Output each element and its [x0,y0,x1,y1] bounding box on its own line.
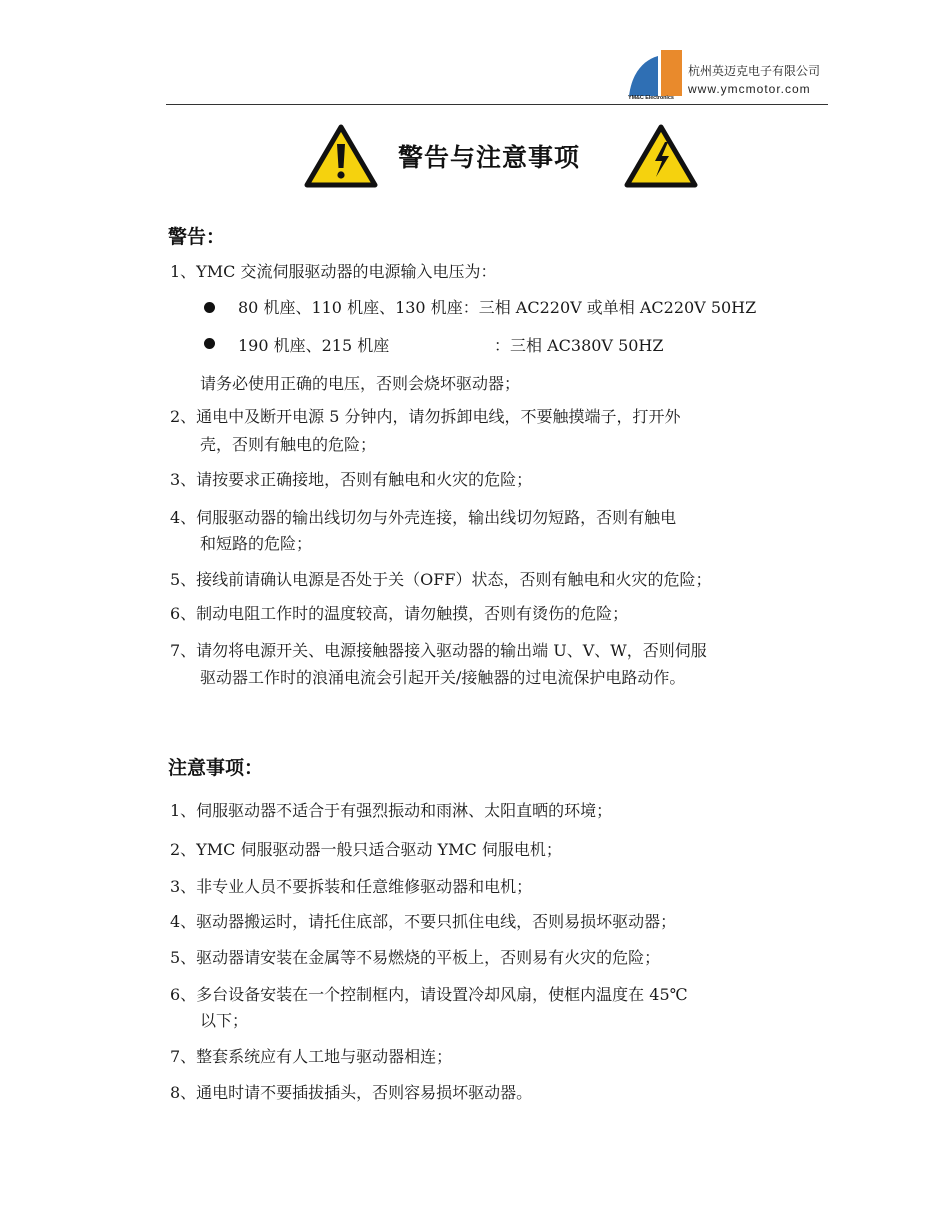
warnings-heading: 警告： [168,226,226,248]
caution-item-3: 3、非专业人员不要拆装和任意维修驱动器和电机； [170,877,533,896]
cautions-heading: 注意事项： [168,757,264,779]
warning-item-6: 6、制动电阻工作时的温度较高，请勿触摸，否则有烫伤的危险； [170,604,629,623]
company-name: 杭州英迈克电子有限公司 [688,64,821,78]
high-voltage-warning-icon [624,124,698,188]
caution-item-6-cont: 以下； [200,1011,249,1030]
warning-item-2-cont: 壳，否则有触电的危险； [200,435,377,454]
warning-item-1: 1、YMC 交流伺服驱动器的电源输入电压为： [170,262,497,281]
caution-item-7: 7、整套系统应有人工地与驱动器相连； [170,1047,453,1066]
warning-item-2: 2、通电中及断开电源 5 分钟内，请勿拆卸电线，不要触摸端子，打开外 [170,407,681,426]
warning-item-3: 3、请按要求正确接地，否则有触电和火灾的危险； [170,470,533,489]
voltage-bullet-2-value: ：三相 AC380V 50HZ [494,336,664,355]
caution-item-1: 1、伺服驱动器不适合于有强烈振动和雨淋、太阳直晒的环境； [170,801,613,820]
caution-item-5: 5、驱动器请安装在金属等不易燃烧的平板上，否则易有火灾的危险； [170,948,661,967]
warning-item-1-note: 请务必使用正确的电压，否则会烧坏驱动器； [200,374,521,393]
bullet-dot [204,338,215,349]
exclamation-warning-icon [304,124,378,188]
caution-item-2: 2、YMC 伺服驱动器一般只适合驱动 YMC 伺服电机； [170,840,562,859]
warning-item-5: 5、接线前请确认电源是否处于关（OFF）状态，否则有触电和火灾的危险； [170,570,712,589]
warning-item-4-cont: 和短路的危险； [200,534,313,553]
warning-item-7-cont: 驱动器工作时的浪涌电流会引起开关/接触器的过电流保护电路动作。 [200,668,686,687]
caution-item-4: 4、驱动器搬运时，请托住底部，不要只抓住电线，否则易损坏驱动器； [170,912,677,931]
bullet-dot [204,302,215,313]
header-divider [166,104,828,105]
caution-item-6: 6、多台设备安装在一个控制框内，请设置冷却风扇，使框内温度在 45℃ [170,985,688,1004]
warning-item-4: 4、伺服驱动器的输出线切勿与外壳连接，输出线切勿短路，否则有触电 [170,508,677,527]
company-website: www.ymcmotor.com [688,82,811,96]
voltage-bullet-1: 80 机座、110 机座、130 机座：三相 AC220V 或单相 AC220V 50HZ [238,298,757,317]
caution-item-8: 8、通电时请不要插拔插头，否则容易损坏驱动器。 [170,1083,533,1102]
warning-item-7: 7、请勿将电源开关、电源接触器接入驱动器的输出端 U、V、W，否则伺服 [170,641,707,660]
voltage-bullet-2-label: 190 机座、215 机座 [238,336,390,355]
page-title: 警告与注意事项 [398,143,581,172]
logo-text: YM&C Electronics [628,95,674,101]
